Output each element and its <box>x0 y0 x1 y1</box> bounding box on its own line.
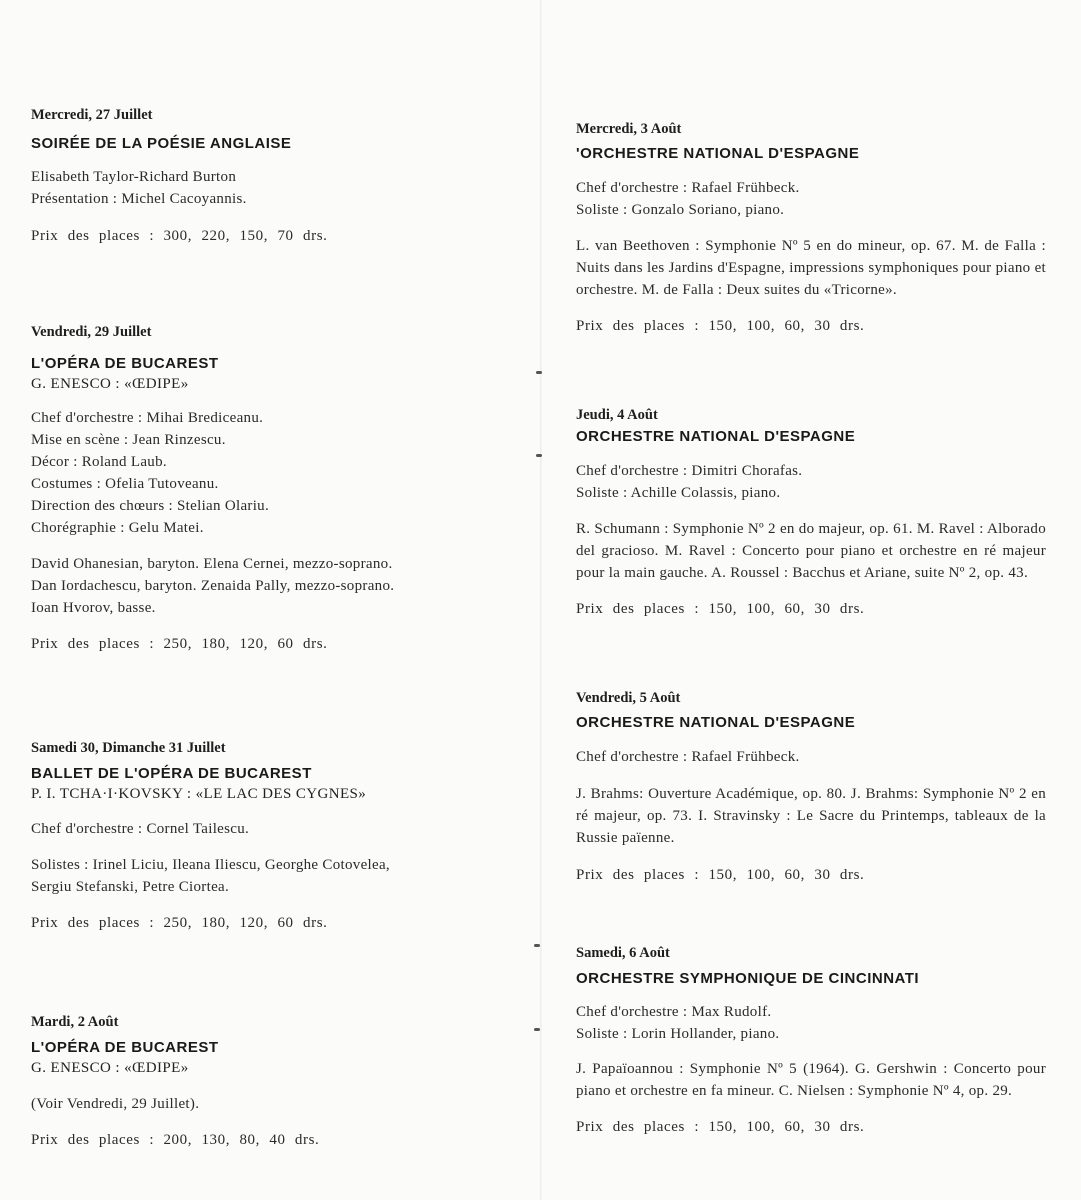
event-entry <box>31 323 511 655</box>
event-subtitle: G. ENESCO : «ŒDIPE» <box>31 1060 189 1076</box>
event-entry <box>31 1013 511 1151</box>
event-title: BALLET DE L'OPÉRA DE BUCAREST <box>31 765 312 782</box>
event-title: ORCHESTRE NATIONAL D'ESPAGNE <box>576 714 856 731</box>
event-price: Prix des places : 150, 100, 60, 30 drs. <box>576 867 865 883</box>
event-line: Chef d'orchestre : Cornel Tailescu. <box>31 821 250 837</box>
print-speck <box>534 944 540 947</box>
event-entry <box>576 944 1046 1138</box>
event-line: Ioan Hvorov, basse. <box>31 600 156 616</box>
event-line: Dan Iordachescu, baryton. Zenaida Pally, mezzo-soprano. <box>31 578 395 594</box>
event-program: J. Papaïoannou : Symphonie Nº 5 (1964). G. Gershwin : Concerto pour piano et orchestre en fa mineur. C. Nielsen : Symphonie Nº 4, op. 29. <box>576 1061 1046 1099</box>
event-subtitle: G. ENESCO : «ŒDIPE» <box>31 376 189 392</box>
event-title: ORCHESTRE SYMPHONIQUE DE CINCINNATI <box>576 970 920 987</box>
event-line: Solistes : Irinel Liciu, Ileana Iliescu, Georghe Cotovelea, <box>31 857 390 873</box>
event-price: Prix des places : 300, 220, 150, 70 drs. <box>31 228 328 244</box>
event-price: Prix des places : 250, 180, 120, 60 drs. <box>31 636 328 652</box>
event-title: ORCHESTRE NATIONAL D'ESPAGNE <box>576 428 856 445</box>
print-speck <box>536 454 542 457</box>
event-entry <box>576 406 1046 620</box>
page-fold <box>540 0 542 1200</box>
event-entry <box>576 689 1046 886</box>
event-subtitle: P. I. TCHA·I·KOVSKY : «LE LAC DES CYGNES» <box>31 786 367 802</box>
event-title: L'OPÉRA DE BUCAREST <box>31 1039 219 1056</box>
event-line: Soliste : Lorin Hollander, piano. <box>576 1026 780 1042</box>
event-line: Chef d'orchestre : Dimitri Chorafas. <box>576 463 803 479</box>
event-date: Mercredi, 3 Août <box>576 121 682 137</box>
event-program: J. Brahms: Ouverture Académique, op. 80. J. Brahms: Symphonie Nº 2 en ré majeur, op. 73. I. Stravinsky : Le Sacre du Printemps, tableaux de la Russie païenne. <box>576 786 1046 846</box>
event-title: 'ORCHESTRE NATIONAL D'ESPAGNE <box>576 145 860 162</box>
event-entry <box>31 739 511 934</box>
event-line: David Ohanesian, baryton. Elena Cernei, mezzo-soprano. <box>31 556 393 572</box>
event-program: L. van Beethoven : Symphonie Nº 5 en do mineur, op. 67. M. de Falla : Nuits dans les Jardins d'Espagne, impressions symphoniques pour piano et orchestre. M. de Falla : Deux suites du «Tricorne». <box>576 238 1046 298</box>
event-price: Prix des places : 150, 100, 60, 30 drs. <box>576 318 865 334</box>
event-line: Chef d'orchestre : Rafael Frühbeck. <box>576 749 800 765</box>
event-line: Présentation : Michel Cacoyannis. <box>31 191 247 207</box>
event-line: Costumes : Ofelia Tutoveanu. <box>31 476 219 492</box>
event-price: Prix des places : 200, 130, 80, 40 drs. <box>31 1132 320 1148</box>
print-speck <box>536 371 542 374</box>
event-line: Soliste : Achille Colassis, piano. <box>576 485 781 501</box>
event-program: R. Schumann : Symphonie Nº 2 en do majeur, op. 61. M. Ravel : Alborado del gracioso. M. Ravel : Concerto pour piano et orchestre en ré majeur pour la main gauche. A. Roussel : Bacchus et Ariane, suite Nº 2, op. 43. <box>576 521 1046 581</box>
event-price: Prix des places : 250, 180, 120, 60 drs. <box>31 915 328 931</box>
event-date: Vendredi, 29 Juillet <box>31 324 152 340</box>
event-line: Chorégraphie : Gelu Matei. <box>31 520 204 536</box>
event-date: Jeudi, 4 Août <box>576 407 658 423</box>
event-entry <box>576 120 1046 337</box>
event-date: Samedi 30, Dimanche 31 Juillet <box>31 740 226 756</box>
event-line: Sergiu Stefanski, Petre Ciortea. <box>31 879 230 895</box>
event-price: Prix des places : 150, 100, 60, 30 drs. <box>576 1119 865 1135</box>
event-line: Chef d'orchestre : Max Rudolf. <box>576 1004 772 1020</box>
event-date: Samedi, 6 Août <box>576 945 670 961</box>
event-line: Chef d'orchestre : Mihai Brediceanu. <box>31 410 264 426</box>
event-line: Chef d'orchestre : Rafael Frühbeck. <box>576 180 800 196</box>
event-line: (Voir Vendredi, 29 Juillet). <box>31 1096 200 1112</box>
event-line: Direction des chœurs : Stelian Olariu. <box>31 498 270 514</box>
event-entry <box>31 106 511 247</box>
event-date: Mardi, 2 Août <box>31 1014 119 1030</box>
event-date: Vendredi, 5 Août <box>576 690 681 706</box>
event-title: L'OPÉRA DE BUCAREST <box>31 355 219 372</box>
event-title: SOIRÉE DE LA POÉSIE ANGLAISE <box>31 135 292 152</box>
event-line: Mise en scène : Jean Rinzescu. <box>31 432 226 448</box>
event-line: Soliste : Gonzalo Soriano, piano. <box>576 202 785 218</box>
event-line: Elisabeth Taylor-Richard Burton <box>31 169 237 185</box>
print-speck <box>534 1028 540 1031</box>
event-date: Mercredi, 27 Juillet <box>31 107 153 123</box>
event-price: Prix des places : 150, 100, 60, 30 drs. <box>576 601 865 617</box>
event-line: Décor : Roland Laub. <box>31 454 167 470</box>
